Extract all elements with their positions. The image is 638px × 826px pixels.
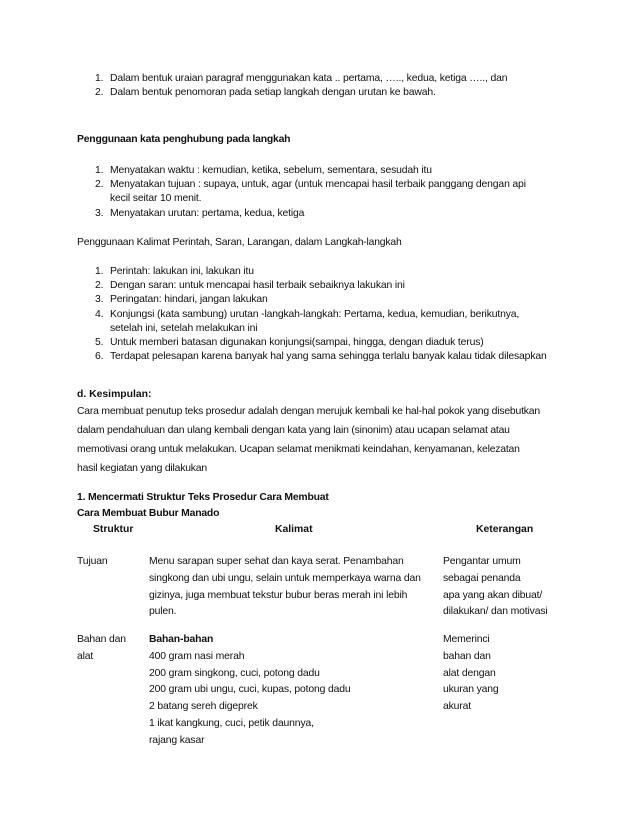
table-cell-kalimat: Bahan-bahan 400 gram nasi merah 200 gram singkong, cuci, potong dadu 200 gram ubi ungu, cuci, kupas, potong dadu 2 batang sereh digeprek 1 ikat kangkung, cuci, petik daunnya, rajang kasar [149, 634, 351, 746]
list-item: 4. Konjungsi (kata sambung) urutan -langkah-langkah: Pertama, kedua, kemudian, berikutnya, setelah ini, setelah melakukan ini [95, 308, 520, 334]
list-kalimat-perintah [95, 265, 575, 364]
list-item: 5. Untuk memberi batasan digunakan konjungsi(sampai, hingga, dengan diaduk terus) [95, 337, 484, 349]
list-item: 1. Menyatakan waktu : kemudian, ketika, sebelum, sementara, sesudah itu [95, 165, 432, 176]
list-item: 2. Dengan saran: untuk mencapai hasil terbaik sebaiknya lakukan ini [95, 280, 405, 292]
paragraph-line: dalam pendahuluan dan ulang kembali dengan kata yang lain (sinonim) atau ucapan selamat atau [77, 425, 510, 436]
heading-kata-penghubung: Penggunaan kata penghubung pada langkah [77, 134, 291, 145]
column-header-kalimat: Kalimat [275, 524, 313, 535]
paragraph-line: hasil kegiatan yang dilakukan [77, 463, 207, 474]
list-item: 3. Menyatakan urutan: pertama, kedua, ketiga [95, 207, 305, 219]
list-item: 2. Dalam bentuk penomoran pada setiap langkah dengan urutan ke bawah. [95, 87, 436, 99]
table-cell-keterangan: Memerinci bahan dan alat dengan ukuran yang akurat [443, 634, 499, 713]
list-item: 2. Menyatakan tujuan : supaya, untuk, agar (untuk mencapai hasil terbaik panggang dengan api kecil seitar 10 menit. [95, 179, 526, 205]
table-cell-struktur: Bahan dan alat [77, 634, 126, 662]
table-cell-kalimat: Menu sarapan super sehat dan kaya serat. Penambahan singkong dan ubi ungu, selain untuk memperkaya warna dan gizinya, juga membuat tekstur bubur beras merah ini lebih pulen. [149, 556, 421, 618]
table-cell-struktur: Tujuan [77, 556, 108, 567]
heading-kesimpulan: d. Kesimpulan: [77, 389, 152, 400]
section-subtitle: Cara Membuat Bubur Manado [77, 508, 220, 519]
kesimpulan-paragraph [77, 402, 577, 478]
list-item: 6. Terdapat pelesapan karena banyak hal yang sama sehingga terlalu banyak kalau tidak dilesapkan [95, 351, 547, 363]
column-header-keterangan: Keterangan [476, 524, 534, 535]
paragraph-line: Cara membuat penutup teks prosedur adalah dengan merujuk kembali ke hal-hal pokok yang disebutkan [77, 406, 540, 417]
section-title: 1. Mencermati Struktur Teks Prosedur Cara Membuat [77, 492, 329, 503]
list-penulisan-langkah [95, 72, 575, 100]
column-header-struktur: Struktur [93, 524, 134, 535]
list-item: 3. Peringatan: hindari, jangan lakukan [95, 294, 268, 306]
list-item: 1. Dalam bentuk uraian paragraf menggunakan kata .. pertama, ….., kedua, ketiga ….., dan [95, 73, 508, 84]
list-item: 1. Perintah: lakukan ini, lakukan itu [95, 266, 254, 277]
paragraph-line: memotivasi orang untuk melakukan. Ucapan selamat menikmati keindahan, kenyamanan, kelezatan [77, 444, 520, 455]
list-kata-penghubung [95, 164, 575, 221]
table-cell-keterangan: Pengantar umum sebagai penanda apa yang akan dibuat/ dilakukan/ dan motivasi [443, 556, 548, 618]
heading-kalimat-perintah: Penggunaan Kalimat Perintah, Saran, Larangan, dalam Langkah-langkah [77, 237, 402, 248]
